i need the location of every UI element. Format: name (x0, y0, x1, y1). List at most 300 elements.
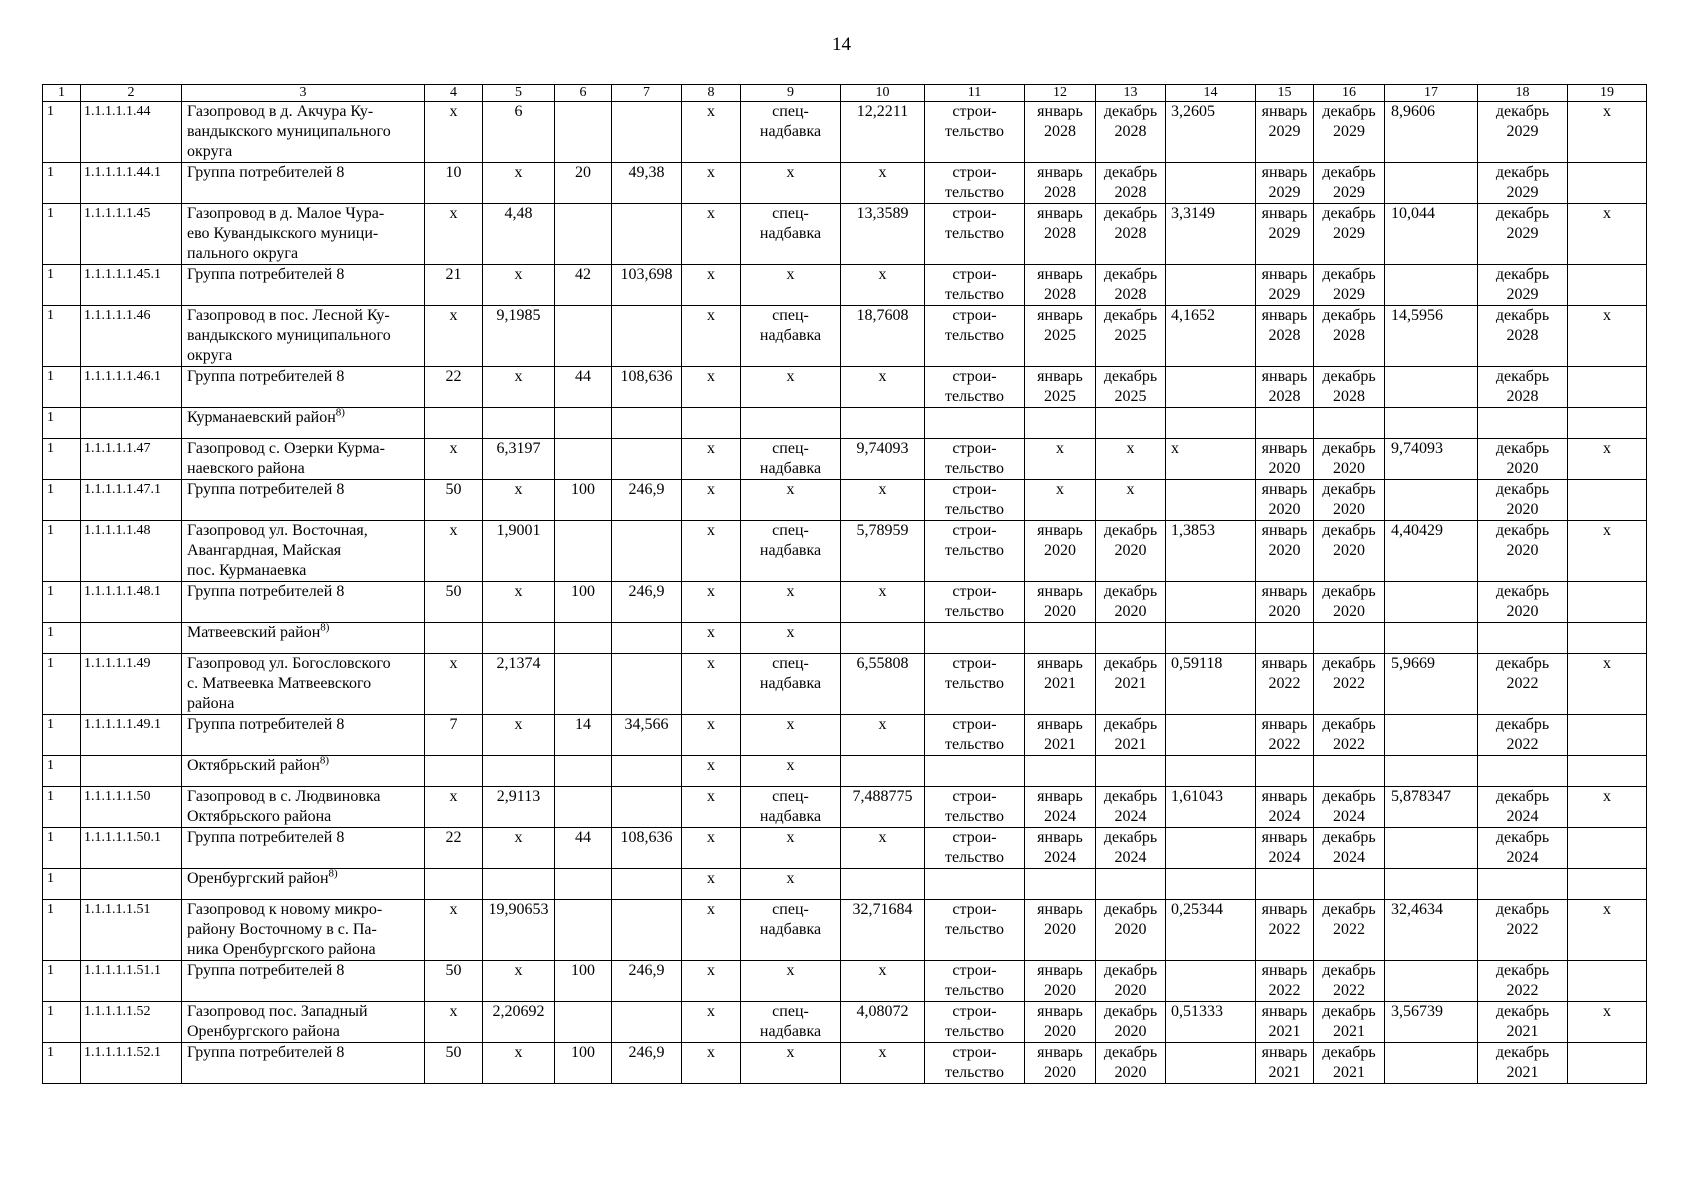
cell-col-8: x (682, 367, 741, 408)
cell-col-9: x (741, 582, 841, 623)
cell-col-11 (925, 756, 1025, 787)
cell-col-6 (555, 439, 612, 480)
cell-col-10: 7,488775 (841, 787, 925, 828)
cell-col-2: 1.1.1.1.1.52 (81, 1002, 182, 1043)
cell-col-14 (1166, 869, 1256, 900)
cell-col-10: x (841, 961, 925, 1002)
cell-col-5: 2,1374 (483, 654, 555, 715)
cell-col-4 (425, 756, 483, 787)
cell-col-15: январь 2022 (1256, 654, 1314, 715)
cell-col-13 (1096, 756, 1166, 787)
cell-col-9: x (741, 480, 841, 521)
cell-col-12 (1025, 756, 1096, 787)
cell-col-1: 1 (43, 163, 81, 204)
cell-col-9: спец- надбавка (741, 204, 841, 265)
column-number-15: 15 (1256, 85, 1314, 102)
table-row (43, 163, 1647, 204)
cell-col-16: декабрь 2029 (1314, 265, 1385, 306)
cell-col-3: Группа потребителей 8 (182, 1043, 425, 1084)
column-number-3: 3 (182, 85, 425, 102)
cell-col-14: 3,3149 (1166, 204, 1256, 265)
column-number-12: 12 (1025, 85, 1096, 102)
table-row (43, 204, 1647, 265)
cell-col-16: декабрь 2022 (1314, 961, 1385, 1002)
cell-col-19 (1568, 367, 1647, 408)
cell-col-4: 50 (425, 961, 483, 1002)
cell-col-4: x (425, 439, 483, 480)
cell-col-16 (1314, 756, 1385, 787)
table-row (43, 654, 1647, 715)
cell-col-2: 1.1.1.1.1.48.1 (81, 582, 182, 623)
column-number-6: 6 (555, 85, 612, 102)
cell-col-4: x (425, 204, 483, 265)
cell-col-6 (555, 756, 612, 787)
cell-col-5 (483, 408, 555, 439)
cell-col-13: декабрь 2024 (1096, 787, 1166, 828)
cell-col-8: x (682, 623, 741, 654)
cell-col-14 (1166, 582, 1256, 623)
cell-col-12: x (1025, 439, 1096, 480)
cell-col-6 (555, 521, 612, 582)
cell-col-13: декабрь 2020 (1096, 961, 1166, 1002)
cell-col-2 (81, 756, 182, 787)
cell-col-2: 1.1.1.1.1.48 (81, 521, 182, 582)
cell-col-18: декабрь 2020 (1478, 439, 1568, 480)
cell-col-4: x (425, 654, 483, 715)
cell-col-7 (612, 623, 682, 654)
cell-col-18: декабрь 2021 (1478, 1043, 1568, 1084)
cell-col-8: x (682, 1043, 741, 1084)
cell-col-6 (555, 408, 612, 439)
cell-col-15: январь 2028 (1256, 367, 1314, 408)
cell-col-11: строи- тельство (925, 439, 1025, 480)
cell-col-3: Газопровод в с. Людвиновка Октябрьского района (182, 787, 425, 828)
cell-col-17: 10,044 (1385, 204, 1478, 265)
cell-col-13: декабрь 2021 (1096, 654, 1166, 715)
cell-col-13: x (1096, 480, 1166, 521)
cell-col-3 (182, 623, 425, 654)
cell-col-11: строи- тельство (925, 582, 1025, 623)
cell-col-19: x (1568, 900, 1647, 961)
cell-col-19: x (1568, 654, 1647, 715)
footnote-marker: 8) (335, 407, 345, 419)
cell-col-19 (1568, 961, 1647, 1002)
cell-col-1: 1 (43, 623, 81, 654)
cell-col-3: Газопровод к новому микро- району Восточному в с. Па- ника Оренбургского района (182, 900, 425, 961)
cell-col-11: строи- тельство (925, 480, 1025, 521)
cell-col-1: 1 (43, 480, 81, 521)
cell-col-7 (612, 102, 682, 163)
region-name: Курманаевский район (187, 409, 336, 426)
cell-col-10: 6,55808 (841, 654, 925, 715)
column-number-16: 16 (1314, 85, 1385, 102)
cell-col-3: Газопровод в д. Малое Чура- ево Кувандыкского муници- пального округа (182, 204, 425, 265)
cell-col-19 (1568, 828, 1647, 869)
cell-col-14 (1166, 715, 1256, 756)
cell-col-7 (612, 756, 682, 787)
cell-col-13 (1096, 623, 1166, 654)
cell-col-2: 1.1.1.1.1.51 (81, 900, 182, 961)
cell-col-15: январь 2024 (1256, 787, 1314, 828)
cell-col-4: x (425, 900, 483, 961)
cell-col-6: 100 (555, 582, 612, 623)
cell-col-15: январь 2020 (1256, 439, 1314, 480)
cell-col-16: декабрь 2021 (1314, 1043, 1385, 1084)
cell-col-8: x (682, 869, 741, 900)
cell-col-5: 9,1985 (483, 306, 555, 367)
cell-col-18: декабрь 2022 (1478, 961, 1568, 1002)
cell-col-4: x (425, 102, 483, 163)
cell-col-6 (555, 623, 612, 654)
cell-col-2: 1.1.1.1.1.45 (81, 204, 182, 265)
cell-col-3: Газопровод пос. Западный Оренбургского района (182, 1002, 425, 1043)
cell-col-9 (741, 408, 841, 439)
cell-col-7: 34,566 (612, 715, 682, 756)
cell-col-9: спец- надбавка (741, 787, 841, 828)
cell-col-6: 100 (555, 961, 612, 1002)
cell-col-14: 0,59118 (1166, 654, 1256, 715)
cell-col-6: 100 (555, 480, 612, 521)
cell-col-16: декабрь 2022 (1314, 654, 1385, 715)
cell-col-5: 2,20692 (483, 1002, 555, 1043)
cell-col-14: x (1166, 439, 1256, 480)
cell-col-5: x (483, 367, 555, 408)
cell-col-18: декабрь 2029 (1478, 102, 1568, 163)
cell-col-2: 1.1.1.1.1.44.1 (81, 163, 182, 204)
cell-col-9: спец- надбавка (741, 654, 841, 715)
cell-col-1: 1 (43, 1043, 81, 1084)
cell-col-4: 50 (425, 1043, 483, 1084)
cell-col-12: январь 2025 (1025, 306, 1096, 367)
cell-col-10: x (841, 163, 925, 204)
table-row (43, 367, 1647, 408)
cell-col-2: 1.1.1.1.1.47 (81, 439, 182, 480)
cell-col-6 (555, 787, 612, 828)
cell-col-17 (1385, 869, 1478, 900)
cell-col-16: декабрь 2029 (1314, 102, 1385, 163)
cell-col-18 (1478, 408, 1568, 439)
cell-col-10: 4,08072 (841, 1002, 925, 1043)
cell-col-9: спец- надбавка (741, 102, 841, 163)
cell-col-4: 7 (425, 715, 483, 756)
cell-col-1: 1 (43, 306, 81, 367)
cell-col-3: Газопровод с. Озерки Курма- наевского района (182, 439, 425, 480)
cell-col-16 (1314, 869, 1385, 900)
cell-col-18: декабрь 2020 (1478, 582, 1568, 623)
table-row (43, 521, 1647, 582)
cell-col-2: 1.1.1.1.1.45.1 (81, 265, 182, 306)
cell-col-13: декабрь 2020 (1096, 582, 1166, 623)
column-number-11: 11 (925, 85, 1025, 102)
cell-col-19 (1568, 480, 1647, 521)
cell-col-19: x (1568, 439, 1647, 480)
cell-col-1: 1 (43, 1002, 81, 1043)
cell-col-10 (841, 623, 925, 654)
cell-col-13: декабрь 2024 (1096, 828, 1166, 869)
cell-col-15: январь 2028 (1256, 306, 1314, 367)
cell-col-11 (925, 408, 1025, 439)
cell-col-2: 1.1.1.1.1.44 (81, 102, 182, 163)
cell-col-15 (1256, 756, 1314, 787)
cell-col-6: 44 (555, 828, 612, 869)
cell-col-15 (1256, 408, 1314, 439)
cell-col-8: x (682, 828, 741, 869)
cell-col-4: x (425, 1002, 483, 1043)
cell-col-14 (1166, 961, 1256, 1002)
cell-col-11: строи- тельство (925, 787, 1025, 828)
cell-col-3: Группа потребителей 8 (182, 715, 425, 756)
cell-col-10 (841, 756, 925, 787)
cell-col-14: 0,25344 (1166, 900, 1256, 961)
column-number-8: 8 (682, 85, 741, 102)
cell-col-6 (555, 102, 612, 163)
cell-col-12: январь 2020 (1025, 521, 1096, 582)
table-row (43, 1043, 1647, 1084)
cell-col-17 (1385, 828, 1478, 869)
cell-col-4: 21 (425, 265, 483, 306)
cell-col-18 (1478, 869, 1568, 900)
cell-col-3: Газопровод в пос. Лесной Ку- вандыкского муниципального округа (182, 306, 425, 367)
cell-col-11: строи- тельство (925, 961, 1025, 1002)
cell-col-13: декабрь 2028 (1096, 102, 1166, 163)
column-number-19: 19 (1568, 85, 1647, 102)
cell-col-7: 103,698 (612, 265, 682, 306)
region-name: Матвеевский район (187, 624, 321, 641)
cell-col-5: x (483, 715, 555, 756)
region-name: Октябрьский район (187, 757, 320, 774)
cell-col-4: x (425, 787, 483, 828)
cell-col-19: x (1568, 1002, 1647, 1043)
cell-col-11: строи- тельство (925, 715, 1025, 756)
cell-col-12: январь 2021 (1025, 654, 1096, 715)
cell-col-7 (612, 654, 682, 715)
cell-col-3: Группа потребителей 8 (182, 582, 425, 623)
cell-col-14 (1166, 756, 1256, 787)
cell-col-6: 42 (555, 265, 612, 306)
cell-col-13: декабрь 2020 (1096, 521, 1166, 582)
cell-col-5: x (483, 828, 555, 869)
cell-col-18: декабрь 2022 (1478, 654, 1568, 715)
cell-col-13: x (1096, 439, 1166, 480)
cell-col-8: x (682, 654, 741, 715)
cell-col-16: декабрь 2028 (1314, 367, 1385, 408)
registry-table (42, 84, 1647, 1084)
cell-col-17: 5,878347 (1385, 787, 1478, 828)
cell-col-8: x (682, 756, 741, 787)
cell-col-19 (1568, 623, 1647, 654)
cell-col-16: декабрь 2028 (1314, 306, 1385, 367)
cell-col-7: 49,38 (612, 163, 682, 204)
cell-col-3 (182, 869, 425, 900)
cell-col-2 (81, 623, 182, 654)
cell-col-15: январь 2021 (1256, 1043, 1314, 1084)
cell-col-8: x (682, 582, 741, 623)
cell-col-5: 19,90653 (483, 900, 555, 961)
cell-col-12 (1025, 408, 1096, 439)
region-row (43, 756, 1647, 787)
cell-col-5 (483, 623, 555, 654)
cell-col-13: декабрь 2028 (1096, 204, 1166, 265)
cell-col-18: декабрь 2029 (1478, 204, 1568, 265)
cell-col-17 (1385, 961, 1478, 1002)
cell-col-10: x (841, 480, 925, 521)
cell-col-4: 22 (425, 828, 483, 869)
cell-col-3 (182, 408, 425, 439)
cell-col-2: 1.1.1.1.1.50 (81, 787, 182, 828)
cell-col-11: строи- тельство (925, 654, 1025, 715)
cell-col-11: строи- тельство (925, 367, 1025, 408)
cell-col-15: январь 2022 (1256, 900, 1314, 961)
cell-col-19: x (1568, 306, 1647, 367)
cell-col-12: январь 2025 (1025, 367, 1096, 408)
cell-col-14 (1166, 1043, 1256, 1084)
cell-col-19: x (1568, 521, 1647, 582)
cell-col-15: январь 2024 (1256, 828, 1314, 869)
cell-col-13 (1096, 869, 1166, 900)
cell-col-7 (612, 900, 682, 961)
cell-col-17 (1385, 623, 1478, 654)
cell-col-8: x (682, 787, 741, 828)
cell-col-11: строи- тельство (925, 204, 1025, 265)
table-row (43, 306, 1647, 367)
cell-col-19 (1568, 408, 1647, 439)
cell-col-9: спец- надбавка (741, 439, 841, 480)
cell-col-18: декабрь 2021 (1478, 1002, 1568, 1043)
cell-col-12 (1025, 869, 1096, 900)
cell-col-9: спец- надбавка (741, 306, 841, 367)
region-row (43, 408, 1647, 439)
cell-col-17: 4,40429 (1385, 521, 1478, 582)
cell-col-11: строи- тельство (925, 521, 1025, 582)
cell-col-1: 1 (43, 408, 81, 439)
cell-col-3: Группа потребителей 8 (182, 163, 425, 204)
cell-col-13: декабрь 2028 (1096, 163, 1166, 204)
footnote-marker: 8) (319, 755, 330, 767)
cell-col-17 (1385, 163, 1478, 204)
cell-col-17 (1385, 408, 1478, 439)
region-row (43, 623, 1647, 654)
cell-col-16: декабрь 2020 (1314, 439, 1385, 480)
cell-col-15: январь 2029 (1256, 265, 1314, 306)
column-number-13: 13 (1096, 85, 1166, 102)
cell-col-5: 6,3197 (483, 439, 555, 480)
cell-col-14 (1166, 367, 1256, 408)
cell-col-7 (612, 869, 682, 900)
cell-col-18: декабрь 2020 (1478, 521, 1568, 582)
cell-col-18: декабрь 2024 (1478, 787, 1568, 828)
cell-col-8: x (682, 102, 741, 163)
cell-col-15 (1256, 869, 1314, 900)
cell-col-10: x (841, 582, 925, 623)
footnote-marker: 8) (328, 868, 338, 880)
cell-col-1: 1 (43, 715, 81, 756)
cell-col-15: январь 2020 (1256, 480, 1314, 521)
cell-col-5: 4,48 (483, 204, 555, 265)
cell-col-12: январь 2020 (1025, 1043, 1096, 1084)
cell-col-4 (425, 623, 483, 654)
table-row (43, 582, 1647, 623)
cell-col-5: x (483, 265, 555, 306)
cell-col-17 (1385, 756, 1478, 787)
cell-col-18 (1478, 756, 1568, 787)
cell-col-16: декабрь 2022 (1314, 715, 1385, 756)
cell-col-16: декабрь 2029 (1314, 204, 1385, 265)
cell-col-9: x (741, 1043, 841, 1084)
cell-col-17: 8,9606 (1385, 102, 1478, 163)
cell-col-4: 10 (425, 163, 483, 204)
cell-col-12 (1025, 623, 1096, 654)
cell-col-8: x (682, 1002, 741, 1043)
cell-col-2 (81, 408, 182, 439)
cell-col-10 (841, 408, 925, 439)
cell-col-8 (682, 408, 741, 439)
cell-col-7: 246,9 (612, 1043, 682, 1084)
cell-col-16: декабрь 2020 (1314, 480, 1385, 521)
cell-col-9: спец- надбавка (741, 521, 841, 582)
cell-col-15: январь 2021 (1256, 1002, 1314, 1043)
cell-col-19 (1568, 265, 1647, 306)
cell-col-19 (1568, 756, 1647, 787)
cell-col-19: x (1568, 787, 1647, 828)
cell-col-15: январь 2022 (1256, 715, 1314, 756)
cell-col-6: 20 (555, 163, 612, 204)
cell-col-5: x (483, 961, 555, 1002)
cell-col-8: x (682, 480, 741, 521)
cell-col-4: 50 (425, 480, 483, 521)
column-number-5: 5 (483, 85, 555, 102)
cell-col-3: Группа потребителей 8 (182, 265, 425, 306)
cell-col-18: декабрь 2022 (1478, 900, 1568, 961)
table-row (43, 1002, 1647, 1043)
cell-col-19 (1568, 715, 1647, 756)
cell-col-11 (925, 869, 1025, 900)
cell-col-10: 18,7608 (841, 306, 925, 367)
cell-col-12: январь 2028 (1025, 102, 1096, 163)
cell-col-19 (1568, 582, 1647, 623)
cell-col-14: 1,3853 (1166, 521, 1256, 582)
table-row (43, 715, 1647, 756)
cell-col-13: декабрь 2020 (1096, 1002, 1166, 1043)
column-number-4: 4 (425, 85, 483, 102)
cell-col-2: 1.1.1.1.1.46.1 (81, 367, 182, 408)
cell-col-3: Газопровод ул. Богословского с. Матвеевка Матвеевского района (182, 654, 425, 715)
cell-col-12: январь 2020 (1025, 1002, 1096, 1043)
cell-col-2 (81, 869, 182, 900)
cell-col-8: x (682, 204, 741, 265)
cell-col-10 (841, 869, 925, 900)
cell-col-11: строи- тельство (925, 1002, 1025, 1043)
cell-col-1: 1 (43, 654, 81, 715)
column-number-7: 7 (612, 85, 682, 102)
table-row (43, 102, 1647, 163)
cell-col-3: Газопровод ул. Восточная, Авангардная, Майская пос. Курманаевка (182, 521, 425, 582)
cell-col-16: декабрь 2020 (1314, 521, 1385, 582)
cell-col-1: 1 (43, 900, 81, 961)
cell-col-1: 1 (43, 204, 81, 265)
cell-col-12: январь 2020 (1025, 961, 1096, 1002)
cell-col-7: 246,9 (612, 582, 682, 623)
cell-col-10: x (841, 715, 925, 756)
cell-col-17: 32,4634 (1385, 900, 1478, 961)
cell-col-16: декабрь 2020 (1314, 582, 1385, 623)
cell-col-3: Группа потребителей 8 (182, 480, 425, 521)
cell-col-8: x (682, 715, 741, 756)
cell-col-5: x (483, 480, 555, 521)
cell-col-17 (1385, 480, 1478, 521)
cell-col-13: декабрь 2020 (1096, 1043, 1166, 1084)
cell-col-14 (1166, 265, 1256, 306)
cell-col-7 (612, 787, 682, 828)
